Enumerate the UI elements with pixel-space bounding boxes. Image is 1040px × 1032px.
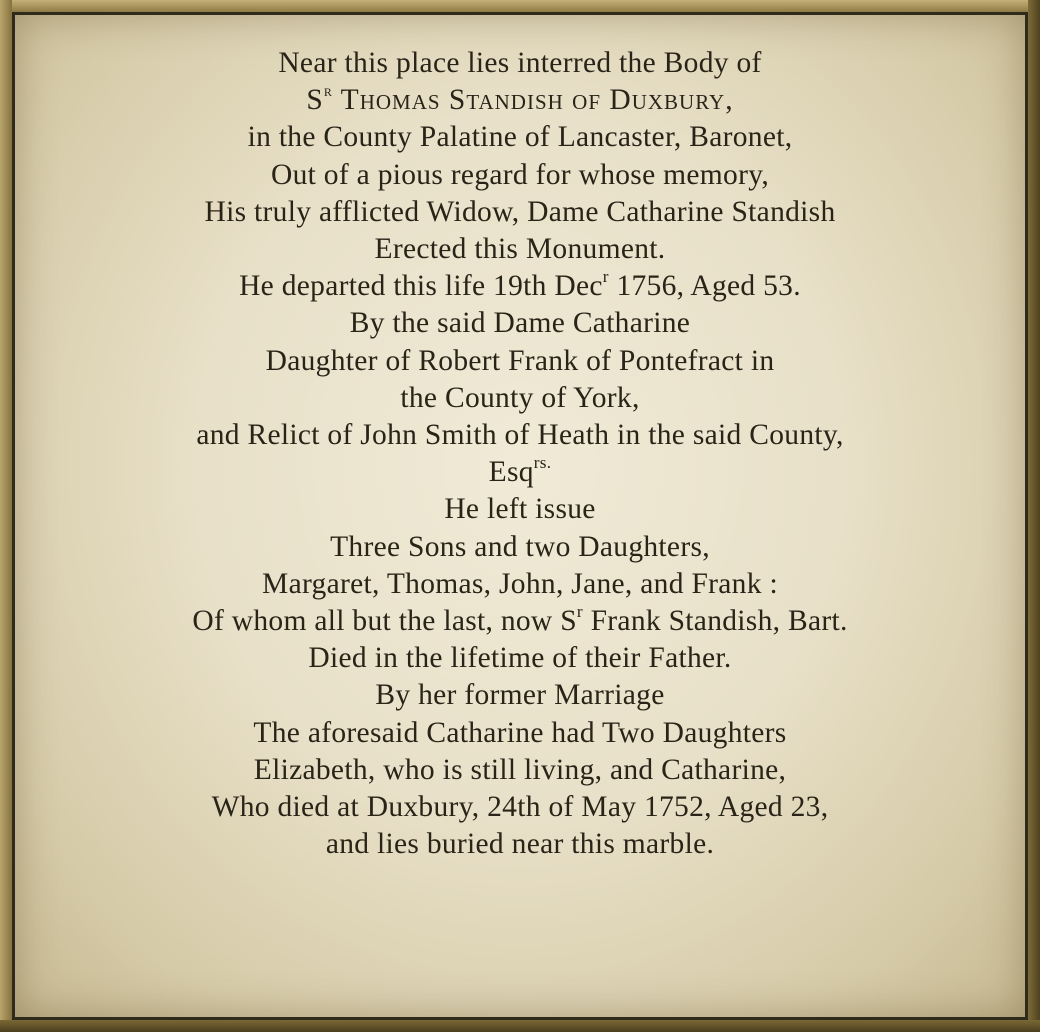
inscription-line: By her former Marriage [375,679,665,712]
inscription-line: Daughter of Robert Frank of Pontefract in [265,344,775,377]
inscription-frank-line [15,603,1025,640]
esq-sup: rs. [533,453,552,473]
inscription-line: By the said Dame Catharine [349,307,691,340]
inscription-line: in the County Palatine of Lancaster, Baronet, [247,121,793,154]
inscription-esq-line [15,454,1025,491]
frame-bevel-right [1028,0,1040,1032]
inscription-line: Died in the lifetime of their Father. [308,642,732,675]
frank-after: Frank Standish, Bart. [582,605,848,638]
inscription-line: Three Sons and two Daughters, [330,530,710,563]
frank-sup: r [576,602,583,622]
inscription-line: Margaret, Thomas, John, Jane, and Frank : [262,567,778,600]
inscription-line: the County of York, [400,381,640,414]
inscription-line: and lies buried near this marble. [325,828,715,861]
frame-bevel-top [0,0,1040,12]
inscription-name-line [15,82,1025,119]
inscription-line: Elizabeth, who is still living, and Catharine, [253,753,787,786]
inscription-panel [12,12,1028,1020]
departed-before: He departed this life 19th Dec [239,270,603,303]
frame-bevel-bottom [0,1020,1040,1032]
name-prefix-sup: r [323,81,333,101]
inscription-line: His truly afflicted Widow, Dame Catharine Standish [204,195,836,228]
inscription-departed-line [15,268,1025,305]
inscription-line: Near this place lies interred the Body of [278,47,762,79]
name-prefix: S [306,84,324,117]
frank-before: Of whom all but the last, now S [192,605,577,638]
inscription-line: Out of a pious regard for whose memory, [270,158,770,191]
frame-bevel-left [0,0,12,1032]
inscription-line: He left issue [444,493,596,526]
esq-text: Esq [488,456,534,489]
departed-after: 1756, Aged 53. [608,270,801,303]
name-text: Thomas Standish of Duxbury, [332,84,734,117]
inscription-line: The aforesaid Catharine had Two Daughters [253,716,787,749]
inscription-line: Who died at Duxbury, 24th of May 1752, Aged 23, [211,791,829,824]
departed-sup: r [602,267,609,287]
inscription-line: Erected this Monument. [374,233,666,266]
inscription-line: and Relict of John Smith of Heath in the said County, [196,419,844,452]
inscription-text [15,45,1025,863]
